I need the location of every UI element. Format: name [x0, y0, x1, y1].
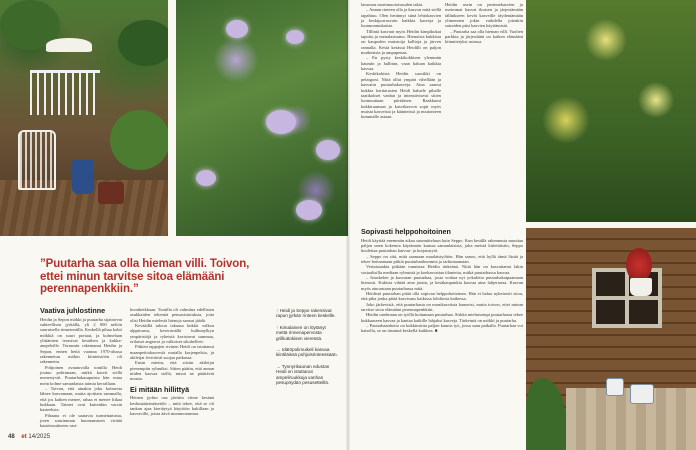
paragraph: Heidistä puutarhan pitää olla sopivan helppohoitoinen. Hän ei halua nykeisesti sitoa, että piha jonka pitää kasvisuus kaikissa lohdiosta kaikessa.	[361, 290, 523, 302]
magazine-name: et	[21, 434, 27, 440]
cabin-porch-photo	[526, 228, 696, 450]
photo-captions	[276, 308, 338, 391]
paragraph: Heidin ja Sepon mökki ja puutarha sijaitsevat suhteellisen jyrkällä, yli 2 000 neliön suuruisella rinnetontilla. Keskellä pihaa kohti mökkiä on suuri portaat, ja kolmelaan ylittämien terasivat kesäihen ja kukka-ampeleille. Torasmin rakentanut Heidin ja Sepon, ennen heitä vuonna 1970-alussa rakennetun mökin kiinteistöön oli rakennettu.	[40, 316, 122, 365]
lady-mantle-photo	[526, 0, 696, 222]
cabin-window	[592, 268, 662, 328]
caption: → Idätöpolimuikeli kasvaa kiintiläissä pohjoisrinteessään.	[276, 347, 338, 358]
article-column-2	[130, 307, 214, 417]
article-column-5	[361, 228, 523, 334]
caption-arrow-icon: ↑	[276, 324, 279, 330]
section-heading: Vaativa juhlostinne	[40, 306, 106, 315]
parasol	[46, 38, 92, 52]
caption: ↑ Kimalainen on löytänyt mettä rinnenapervosta grilliuttokisen vieressä.	[276, 324, 326, 341]
flower-cluster	[266, 110, 296, 134]
red-stool	[98, 182, 124, 204]
tree-foliage	[118, 20, 168, 66]
flower-cluster	[316, 140, 340, 160]
flower-cluster	[296, 200, 322, 220]
flower-cluster	[286, 30, 304, 44]
pull-quote: ”Puutarha saa olla hieman villi. Toivon, ettei minun tarvitse sitoa elämääni perennapenkkiin.”	[40, 258, 250, 295]
paragraph: Pihaana ei ole saatavia turmettamista, joten suurimman huomansinen viritää kasteisuuttiseen rasi-	[40, 412, 122, 429]
paragraph: Pohjoinen avautuvalla tontilla Heidi joutuu pohtimaan, mitkä kasvit siellä menestyvät. Puutarhakasapuista hän ostaa mein kolme samanlaista taimia kerrallaan.	[40, 364, 122, 386]
garden-shrub	[110, 110, 168, 170]
blue-planter	[72, 160, 94, 194]
flowers-photo	[176, 0, 348, 236]
paragraph: – Toivon, että ainakin joku kolmesta lähtee kasvamaan, mutta ajoittain sammalla, että jos kaiken menee, rahaa ei menee liikaa hukkaan. Taimet ovat kuitenkin varsin kasteeksia.	[40, 385, 122, 413]
paragraph: Vertaistaakia pitkään tunnistaa Heidin tärkeänä. Niitä hän on kasvattanut lakin sosiaalisilla mediaan ryhmistä ja koekasvattaa tilanteita, mitkä puutarhassa kasvaa.	[361, 264, 523, 275]
veranda-photo	[0, 0, 168, 236]
white-planter	[630, 278, 652, 296]
paragraph: – Puutarhaanhoito on kukkimirita paljon kaunis työ, jossa saan paikalla. Puutarhaa voi katsella, se on täsminä keskellä kaikkea. ■	[361, 323, 523, 334]
paragraph: Heinen jyrkin osa jäettiin viime kesänä keskimääräntäsetöle – mitä tekee, että se oli tankan ajaa kiertäytyä käyttöön kukillaan ja kasvaville, joista äävä mummotamma.	[130, 395, 214, 417]
paragraph: Heidin usein on perinnekasvien ja useimmat kasvat ikuisen ja järjestämään tällinkseen kevät kasveille täydentämään ylimennen jokin vaihdella jotenkin sairaiden pitsi kasvien käyttämistä.	[445, 2, 523, 29]
paragraph: Keskikokisia Heidin suosikki on pelargoni. Niitä ollut ympäri vihellään ja kasvatin puutarhakasveja. Aina saanut kukkia kerttarusien Heidi haluele pihalle taatikokset vanhat ja intensiivisesti sitten luomuuttaan piirtääsen. Raakkumi kukkiraumaat ja kasvikasvon sopii myös muista kasveista ja käänteissä ja nuutonteen kummalle asiaan.	[361, 71, 441, 120]
enamel-mug	[606, 378, 624, 396]
caption-arrow-icon: →	[276, 363, 281, 369]
caption-arrow-icon: ↑	[276, 308, 279, 313]
paragraph: hoonkeikkaan. Tontilla oli valmiina edellisten asukkaiden tekemiä pensasistutuksia, joita olisi Heidin mielestä hienoja sanoat jäädä.	[130, 307, 214, 323]
paragraph: – Seppo on sitä, mitä saamaan maalaistyöhön. Hän sanoo, että hyllä tämä liisää ja tekee hoitaamaan pitkiä puutarhanhommia ja tarkintaamaan.	[361, 253, 523, 264]
article-column-4	[445, 2, 523, 45]
enamel-pot	[630, 384, 654, 404]
paragraph: Heidin unelmana on työllä hoitamaan puutarhaa. Sirkka mieluisempi puutarhassa tekee kukkaaseen kasvaa ja kantaa kaikille lahjaksi kasveja. Tärkeintä on mökki ja puutarha.	[361, 312, 523, 323]
section-heading: Sopivasti helppohoitoinen	[361, 227, 451, 236]
article-column-1	[40, 307, 122, 429]
paragraph: – Annan rinteen olla ja kasvon mitä siellä tapahtuu. Olen herännyt siinä lehtokasvien ja keskiporrasvoin kaikkia kasveja ja luonnonmukaisia.	[361, 7, 441, 29]
caption: → Tynnyrikaunan edustan Heidi on istuttanut ampeliruukkuja vanhan pesupöydän pesusetteillä.	[276, 363, 330, 386]
paragraph: – Puutarha saa olla hieman villi. Vaolien parkkia ja järjestääni on kaiken elämääni kiinnitetyksi asiassa.	[445, 28, 523, 45]
wicker-chair	[18, 130, 56, 190]
issue-number: 14/2025	[28, 434, 51, 440]
section-heading: Ei mitään hillittyä	[130, 384, 190, 394]
paragraph: Ensin mietin, että siistin akileijat pienempiin ryhmiksi. Sitten päätin, että annan niiden kasvaa siellä, missä ne päättävät nousta.	[130, 360, 214, 382]
paragraph: Pitkien tappajen rivinen Heidi on istuttanut maanpeittokasvesiä mutalla korjenpelsia, ja akileijat levittävät suojaa paikassa.	[130, 344, 214, 361]
paragraph: laosmon monimuotoisuuden takia.	[361, 2, 424, 7]
page-gutter	[346, 0, 350, 450]
paragraph: Kevääillä taloon takaasa kukkii valkoa alppiruusu, keserrmällä kulkunylkyn ympäristöjä ja ryheistä koristavat sammaa, erilaiset angerrot ja valkoiset sikuhelleet.	[130, 323, 214, 345]
article-column-3	[361, 2, 441, 120]
page-number: 48	[8, 434, 15, 440]
page-folio	[8, 434, 50, 440]
paragraph: – En pysty keskikokkisen ylemmän kauniin ja hallitun, vaan haluan kaikkia kasvaa.	[361, 55, 441, 72]
paragraph: Heidi käyttää enemmän aikaa suunnitteluun kuin Seppo. Kun kesällä rakennusta muuttaa paljon unen kokemia käytännön kanssa samanlaisista, joka meistä kiitettäisiin, Seppo huolettaa puutarhan kaivuu- ja korjaustyöt.	[361, 237, 523, 254]
caption: ↑ Heidi ja Seppo rakensivat rapun jyrkän rinteen keskelle.	[276, 308, 336, 319]
caption-arrow-icon: →	[276, 347, 281, 353]
paragraph: Tillintä kasvaut myös Heidin kimpikukat tapoitu ja menalasisamo. Hienoisia kukkisia on kaupoden muistoija kallioja ja järven rannalla. Kestä kesässä Heidilli on paljon muikeaisia ja ampupenaa.	[361, 28, 441, 56]
flower-cluster	[196, 170, 216, 186]
paragraph: Joko järkevistä, että puutarhasta on monikasviista kauneisi, mutta toivon, ettei minun tarvitse sitoa elämääni perennapenkkiin.	[361, 301, 523, 312]
red-geranium	[626, 248, 652, 282]
veranda-railing	[30, 70, 100, 115]
flower-cluster	[226, 20, 248, 38]
paragraph: – Istuskelen ja kasvatan puutarhaa, josta voittaa nyt yokuletta puutarhakaipaamaan hienosti. Kukista vihtää aina jotain, ja kesäkaupunkia kasvaa aina lahjeriassa. Kasvan myös ainoastaan puutarhassa mitä.	[361, 274, 523, 291]
